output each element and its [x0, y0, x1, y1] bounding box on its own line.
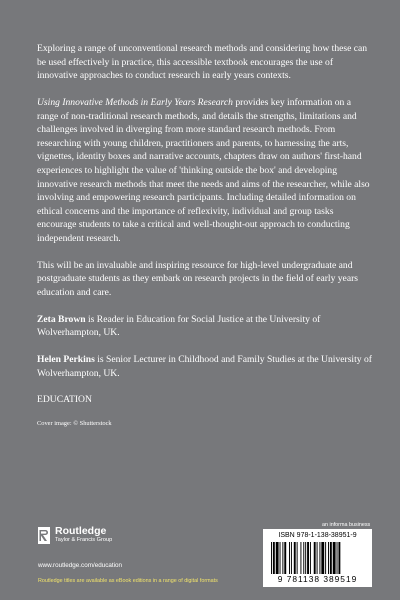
author-bio-1: [37, 313, 373, 340]
ebook-note: Routledge titles are available as eBook editions in a range of digital formats: [38, 578, 218, 584]
isbn-barcode: [263, 529, 372, 587]
author-bio-2: [37, 353, 373, 380]
publisher-name: Routledge: [55, 525, 107, 537]
back-cover-blurb: [37, 42, 373, 441]
informa-tagline: an informa business: [322, 522, 371, 528]
blurb-description: [37, 96, 373, 246]
author-bio-text-2: is Senior Lecturer in Childhood and Family Studies at the University of Wolverhampton, UK.: [37, 354, 372, 379]
author-name-1: Zeta Brown: [37, 313, 86, 325]
barcode-bars-icon: [271, 542, 366, 574]
publisher-group: Taylor & Francis Group: [55, 537, 113, 543]
blurb-audience: This will be an invaluable and inspiring resource for high-level undergraduate and postgraduate students as they embark on research projects in the field of early years education and care.: [37, 259, 359, 298]
cover-credit: Cover image: © Shutterstock: [37, 420, 112, 428]
book-title-italic: Using Innovative Methods in Early Years Research: [37, 96, 233, 108]
publisher-logo: [55, 525, 112, 544]
description-text: provides key information on a range of non-traditional research methods, and details the strengths, limitations and challenges involved in diverging from more standard research methods. From researching with young children, practitioners and parents, to harnessing the arts, vignettes, identity boxes and narrative accounts, chapters draw on authors' first-hand experiences to highlight the value of 'thinking outside the box' and developing innovative research methods that meet the needs and aims of the researcher, while also involving and empowering research participants. Including detailed information on ethical concerns and the importance of reflexivity, individual and group tasks encourage students to take a critical and well-thought-out approach to conducting independent research.: [37, 96, 370, 244]
publisher-website: www.routledge.com/education: [38, 562, 123, 569]
routledge-logo-icon: [38, 527, 50, 544]
barcode-digits: 9 781138 389519: [277, 574, 358, 584]
isbn-number: ISBN 978-1-138-38951-9: [278, 532, 357, 539]
blurb-intro: Exploring a range of unconventional research methods and considering how these can be used effectively in practice, this accessible textbook encourages the use of innovative approaches to conduct research in early years contexts.: [37, 43, 368, 82]
author-bio-text-1: is Reader in Education for Social Justice at the University of Wolverhampton, UK.: [37, 313, 321, 339]
author-name-2: Helen Perkins: [37, 354, 95, 366]
subject-category: EDUCATION: [37, 394, 92, 406]
